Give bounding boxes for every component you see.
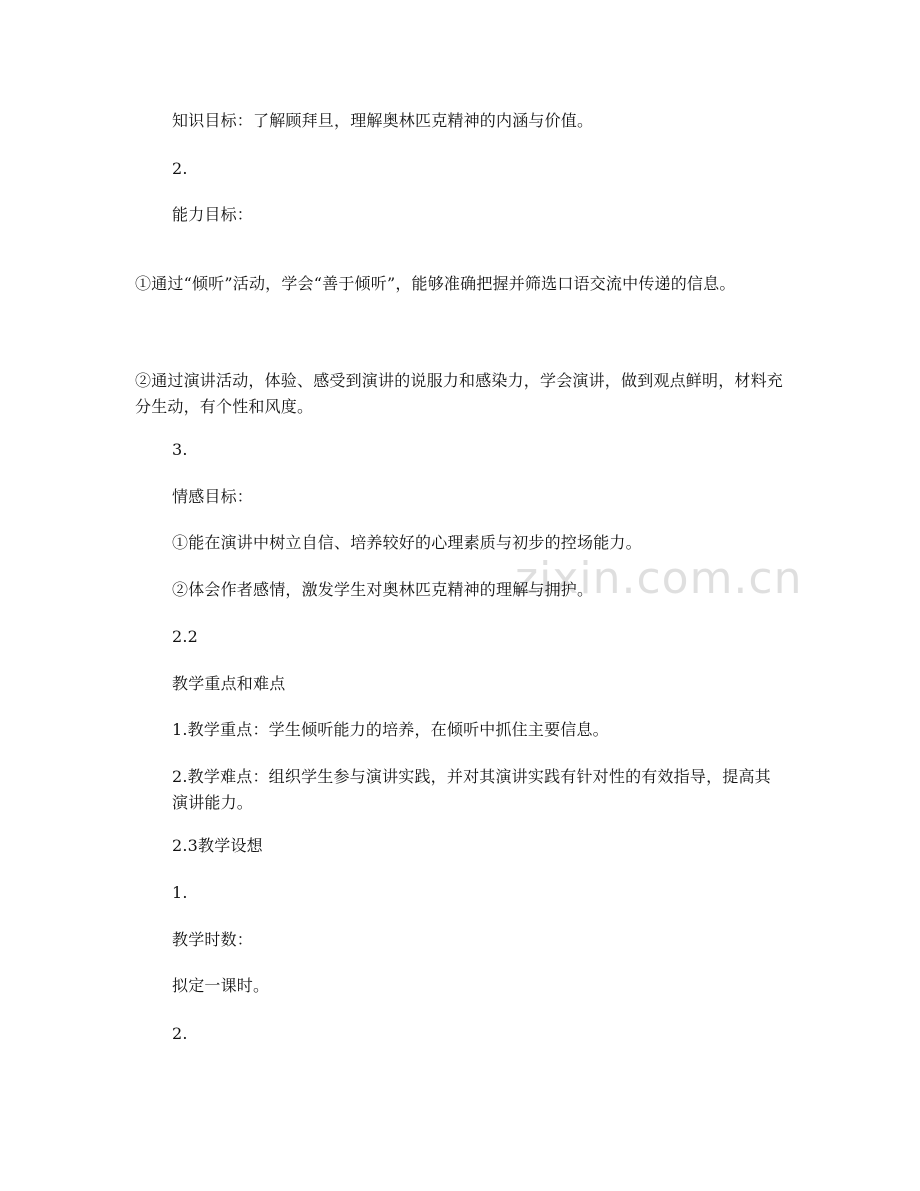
section-number-2: 2.	[172, 159, 188, 178]
key-points-heading: 教学重点和难点	[172, 674, 286, 693]
emotion-goal-heading: 情感目标：	[172, 487, 254, 506]
section-2-2: 2.2	[172, 627, 199, 646]
ability-goal-item-2: ②通过演讲活动，体验、感受到演讲的说服力和感染力，学会演讲，做到观点鲜明，材料充分生动，有个性和风度。	[135, 371, 784, 416]
emotion-goal-item-1: ①能在演讲中树立自信、培养较好的心理素质与初步的控场能力。	[172, 533, 642, 552]
watermark: zixin.com.cn	[515, 553, 803, 604]
teaching-key-point: 1.教学重点：学生倾听能力的培养，在倾听中抓住主要信息。	[172, 720, 609, 739]
emotion-goal-item-2: ②体会作者感情，激发学生对奥林匹克精神的理解与拥护。	[172, 580, 594, 599]
teaching-difficulty: 2.教学难点：组织学生参与演讲实践，并对其演讲实践有针对性的有效指导，提高其演讲能力。	[172, 767, 771, 812]
ability-goal-heading: 能力目标：	[172, 205, 254, 224]
section-number-3: 3.	[172, 440, 188, 459]
knowledge-goal-line: 知识目标：了解顾拜旦，理解奥林匹克精神的内涵与价值。	[172, 111, 594, 130]
teaching-hours-value: 拟定一课时。	[172, 976, 270, 995]
ability-goal-item-1: ①通过“倾听”活动，学会“善于倾听”，能够准确把握并筛选口语交流中传递的信息。	[135, 274, 736, 293]
section-2-3-heading: 2.3教学设想	[172, 836, 263, 855]
section-number-2-bottom: 2.	[172, 1024, 188, 1043]
section-number-1: 1.	[172, 883, 188, 902]
teaching-hours-heading: 教学时数：	[172, 930, 254, 949]
